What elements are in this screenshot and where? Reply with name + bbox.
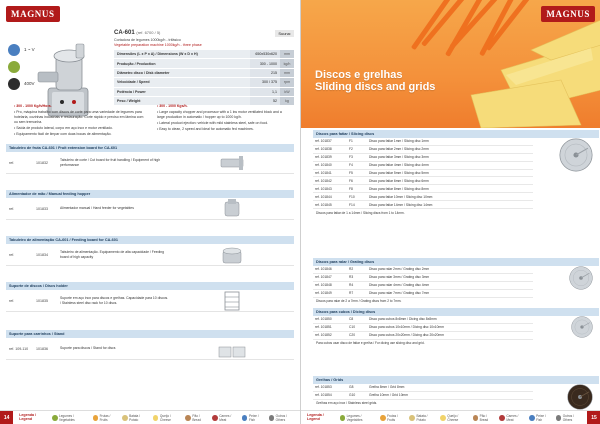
spec-row <box>114 59 294 68</box>
section-header: Alimentador de mão / Manual feeding hopper <box>6 190 294 198</box>
disc-row <box>313 289 533 297</box>
accessory-section <box>6 190 294 220</box>
left-footer <box>0 410 300 424</box>
legend-item <box>242 414 265 422</box>
description-paragraph <box>14 104 147 109</box>
legend-dot-icon <box>52 415 58 421</box>
disc-description: Disco para ralar 4mm / Grating disc 4mm <box>367 281 533 289</box>
disc-row <box>313 331 533 339</box>
disc-description: Grelha 10mm / Grid 10mm <box>367 391 533 399</box>
disc-ref: ref. 101845 <box>313 201 347 209</box>
legend-label: Carnes / Meat <box>506 413 519 422</box>
disc-row <box>313 201 533 209</box>
disc-ref: ref. 101843 <box>313 185 347 193</box>
disc-section <box>313 376 599 407</box>
disc-description: Disco para fatiar 5mm / Slicing disc 5mm <box>367 169 533 177</box>
disc-code: F6 <box>347 177 367 185</box>
disc-description: Disco para fatiar 4mm / Slicing disc 4mm <box>367 161 533 169</box>
accessory-image <box>170 291 294 311</box>
legend-item <box>340 414 377 422</box>
disc-table <box>313 138 533 209</box>
section-header: Tabuleiro de alimentação CA-601 / Feeding board for CA-601 <box>6 236 294 244</box>
disc-code: C10 <box>347 323 367 331</box>
legend-item <box>380 414 405 422</box>
accessory-row <box>6 198 294 220</box>
disc-description: Disco para cubos 10x10mm / Dicing disc 10x10mm <box>367 323 533 331</box>
disc-row <box>313 169 533 177</box>
page-title: Discos e grelhas Sliding discs and grids <box>315 69 436 93</box>
page-number: 14 <box>0 411 13 424</box>
section-note: Para cubos usar disco de fatiar e grelha / For dicing use slicing disc and grid. <box>316 341 425 346</box>
section-note: Discos para fatiar de 1 a 14mm / Slicing discs from 1 to 14mm. <box>316 210 405 215</box>
legend-label: Pão / Bread <box>479 413 489 422</box>
description-columns <box>14 104 290 138</box>
spec-label: Diâmetro disco / Disk diameter <box>114 68 250 77</box>
accessory-row <box>6 152 294 174</box>
accessory-image <box>170 245 294 265</box>
disc-ref: ref. 101847 <box>313 273 347 281</box>
disc-ref: ref. 101849 <box>313 289 347 297</box>
legend-item <box>409 414 436 422</box>
spec-value: 52 <box>250 96 280 105</box>
accessory-ref: ref. <box>9 160 15 165</box>
section-header: Suporte para carrinhos / Stand <box>6 330 294 338</box>
legend-dot-icon <box>409 415 415 421</box>
accessory-code: 101834 <box>36 252 48 257</box>
legend-item <box>212 414 238 422</box>
section-note: Discos para ralar de 2 a 7mm / Grating discs from 2 to 7mm. <box>316 299 402 304</box>
legend-label: Batata / Potato <box>416 413 428 422</box>
description-paragraph <box>14 132 147 137</box>
accessory-image <box>170 199 294 219</box>
legend-label: Peixe / Fish <box>248 413 259 422</box>
accessory-ref: ref. <box>9 206 15 211</box>
legend-item <box>556 414 583 422</box>
legend-title: Legenda / Legend <box>19 412 37 421</box>
disc-description: Disco para fatiar 6mm / Slicing disc 6mm <box>367 177 533 185</box>
disc-code: C8 <box>347 316 367 323</box>
spec-value: 650x530x620 <box>250 50 280 59</box>
brand-logo: MAGNUS <box>541 6 595 22</box>
legend-label: Queijo / Cheese <box>447 413 459 422</box>
legend-item <box>440 414 468 422</box>
legend-label: Peixe / Fish <box>536 413 546 422</box>
disc-description: Disco para ralar 3mm / Grating disc 3mm <box>367 273 533 281</box>
description-paragraph <box>14 110 147 124</box>
disc-row <box>313 273 533 281</box>
legend-label: Batata / Potato <box>129 413 141 422</box>
section-header: Discos para cubos / Dicing discs <box>313 308 599 316</box>
disc-description: Disco para ralar 2mm / Grating disc 2mm <box>367 266 533 273</box>
spec-value: 215 <box>250 68 280 77</box>
disc-code: G10 <box>347 391 367 399</box>
disc-ref: ref. 101851 <box>313 323 347 331</box>
spec-unit: rpm <box>280 78 294 87</box>
disc-ref: ref. 101842 <box>313 177 347 185</box>
legend-item <box>499 414 525 422</box>
220v-icon <box>8 44 20 56</box>
legend-label: Frutas / Fruits <box>99 413 111 422</box>
spec-unit: kW <box>280 87 294 96</box>
disc-description: Grelha 8mm / Grid 8mm <box>367 384 533 391</box>
disc-description: Disco para fatiar 1mm / Slicing disc 1mm <box>367 138 533 145</box>
accessory-section <box>6 236 294 266</box>
spec-label: Peso / Weight <box>114 96 250 105</box>
legend-label: Carnes / Meat <box>219 413 232 422</box>
disc-ref: ref. 101840 <box>313 161 347 169</box>
spec-unit: kg <box>280 96 294 105</box>
description-text: • Equipamento fácil de limpar com duas bocas de alimentação. <box>14 132 112 137</box>
spec-row <box>114 50 294 59</box>
legend-item <box>122 414 149 422</box>
accessory-description: Suporte para discos / Stand for discs <box>60 346 116 351</box>
accessory-code: 101835 <box>36 298 48 303</box>
model-header <box>114 30 294 47</box>
accessory-description: Alimentador manual / Hand feeder for vegetables <box>60 206 134 211</box>
accessory-section <box>6 282 294 312</box>
disc-ref: ref. 101854 <box>313 391 347 399</box>
disc-description: Disco para fatiar 14mm / Slicing disc 14mm <box>367 201 533 209</box>
legend-dot-icon <box>556 415 562 421</box>
spec-row <box>114 68 294 77</box>
accessory-image <box>170 339 294 359</box>
disc-code: R4 <box>347 281 367 289</box>
legend-dot-icon <box>242 415 248 421</box>
legend-item <box>185 414 208 422</box>
legend-label: Queijo / Cheese <box>159 413 171 422</box>
description-text: • Large capacity chopper and processor with a 1 kw motor ventilated block and a large production in automatic / hopper up to 1000 kg/h. <box>157 110 282 119</box>
description-highlight: • 300 - 1000 Kg/h/Hora. <box>14 104 52 108</box>
spec-row <box>114 78 294 87</box>
disc-table <box>313 384 533 400</box>
disc-ref: ref. 101838 <box>313 145 347 153</box>
accessory-ref: ref. <box>9 252 15 257</box>
description-paragraph <box>157 121 290 126</box>
spec-unit: kg/h <box>280 59 294 68</box>
disc-code: F4 <box>347 161 367 169</box>
disc-code: F5 <box>347 169 367 177</box>
disc-row <box>313 138 533 145</box>
description-paragraph <box>157 104 290 109</box>
disc-table <box>313 316 533 340</box>
spec-label: Produção / Production <box>114 59 250 68</box>
legend-label: Frutas / Fruits <box>387 413 398 422</box>
accessory-section <box>6 144 294 174</box>
disc-description: Disco para fatiar 3mm / Slicing disc 3mm <box>367 153 533 161</box>
hero-image <box>301 0 600 128</box>
disc-row <box>313 145 533 153</box>
description-text: • Saída de produto lateral, corpo em aço inox e motor ventilado. <box>14 125 113 130</box>
legend-dot-icon <box>93 415 99 421</box>
legend-item <box>153 414 181 422</box>
legend-item <box>529 414 552 422</box>
right-page <box>300 0 600 424</box>
section-header: Discos para ralar / Grating discs <box>313 258 599 266</box>
disc-code: F8 <box>347 185 367 193</box>
legend-dot-icon <box>380 415 386 421</box>
legend-item <box>473 414 496 422</box>
disc-ref: ref. 101837 <box>313 138 347 145</box>
disc-row <box>313 153 533 161</box>
spec-table <box>114 50 294 106</box>
icon-label: 1 ~ V <box>24 47 35 52</box>
accessory-row <box>6 290 294 312</box>
legend-dot-icon <box>529 415 535 421</box>
legend-dot-icon <box>499 415 505 421</box>
disc-row <box>313 391 533 399</box>
disc-ref: ref. 101853 <box>313 384 347 391</box>
description-text: • Lateral product ejection: vehicle with mild stainless steel, safe on food. <box>157 121 269 126</box>
disc-code: G8 <box>347 384 367 391</box>
legend <box>307 414 587 422</box>
disc-code: R2 <box>347 266 367 273</box>
accessory-image <box>170 153 294 173</box>
accessory-code: 101833 <box>36 206 48 211</box>
disc-row <box>313 316 533 323</box>
section-note: Grelhas em aço inox / Stainless steel grids. <box>316 401 378 406</box>
accessory-section <box>6 330 294 360</box>
tools-icon <box>8 61 20 73</box>
description-text: • Pro, máquina trabalho com discos de corte para uma variedade de legumes para hotelaria, cozinhas industriais e restauração. Corte rápido e preciso em lâmina com ou sem tremonha. <box>14 110 144 124</box>
spec-label: Dimensões (L x P x A) / Dimensions (W x D x H) <box>114 50 250 59</box>
page-number: 15 <box>587 411 600 424</box>
disc-description: Disco para fatiar 8mm / Slicing disc 8mm <box>367 185 533 193</box>
disc-ref: ref. 101852 <box>313 331 347 339</box>
description-highlight: • 300 - 1000 Kgs/h. <box>157 104 188 108</box>
accessory-code: 101836 <box>36 346 48 351</box>
disc-section <box>313 130 599 216</box>
legend-item <box>269 414 296 422</box>
legend-dot-icon <box>269 415 275 421</box>
accessory-description: Tabuleiro de corte / Cut board for fruit handling / Equipment of high performance <box>60 158 161 167</box>
spec-unit: mm <box>280 50 294 59</box>
disc-row <box>313 266 533 273</box>
disc-description: Disco para cubos 20x20mm / Dicing disc 20x20mm <box>367 331 533 339</box>
accessory-description: Suporte em aço inox para discos e grelhas. Capacidade para 10 discos. / Stainless steel disc rack for 10 discs. <box>60 296 169 305</box>
legend-item <box>93 414 118 422</box>
legend-dot-icon <box>340 415 346 421</box>
legend-dot-icon <box>440 415 446 421</box>
disc-code: R7 <box>347 289 367 297</box>
description-en <box>157 104 290 138</box>
disc-description: Disco para ralar 7mm / Grating disc 7mm <box>367 289 533 297</box>
spec-value: 300 - 1000 <box>250 59 280 68</box>
accessory-description: Tabuleiro de alimentação. Equipamento de alta capacidade / Feeding board of high capacity <box>60 250 165 259</box>
icon-label: 400V <box>24 81 35 86</box>
pro-icon <box>8 78 20 90</box>
disc-code: F3 <box>347 153 367 161</box>
disc-row <box>313 281 533 289</box>
disc-ref: ref. 101844 <box>313 193 347 201</box>
model-subtitle: Cortadora de legumes 1000kg/h - trifásico Vegetable preparation machine 1000kg/h - three phase <box>114 38 202 47</box>
spec-label: Velocidade / Speed <box>114 78 250 87</box>
disc-row <box>313 177 533 185</box>
accessory-ref: ref. 109-110 <box>9 346 29 351</box>
legend-dot-icon <box>212 415 218 421</box>
disc-description: Disco para fatiar 10mm / Slicing disc 10mm <box>367 193 533 201</box>
brand-logo: MAGNUS <box>6 6 60 22</box>
disc-code: C20 <box>347 331 367 339</box>
disc-row <box>313 323 533 331</box>
description-paragraph <box>157 110 290 119</box>
legend-label: Pão / Bread <box>192 413 201 422</box>
accessory-ref: ref. <box>9 298 15 303</box>
description-text: • Easy to clean, 2 speed and ideal for automatic fed machines. <box>157 127 254 132</box>
spec-value: 300 / 375 <box>250 78 280 87</box>
disc-code: F1 <box>347 138 367 145</box>
disc-image <box>569 266 593 295</box>
legend-label: Outros / Others <box>275 413 287 422</box>
legend-dot-icon <box>122 415 128 421</box>
description-paragraph <box>14 126 147 131</box>
disc-ref: ref. 101841 <box>313 169 347 177</box>
legend-dot-icon <box>473 415 479 421</box>
accessory-row <box>6 338 294 360</box>
disc-image <box>559 138 593 177</box>
description-paragraph <box>157 127 290 132</box>
disc-description: Disco para fatiar 2mm / Slicing disc 2mm <box>367 145 533 153</box>
disc-table <box>313 266 533 298</box>
legend-label: Legumes / Vegetables <box>346 413 363 422</box>
spec-value: 1,1 <box>250 87 280 96</box>
spec-row <box>114 87 294 96</box>
disc-ref: ref. 101846 <box>313 266 347 273</box>
disc-row <box>313 161 533 169</box>
legend-dot-icon <box>185 415 191 421</box>
legend-title: Legenda / Legend <box>307 412 324 421</box>
disc-code: F2 <box>347 145 367 153</box>
feature-icons <box>8 44 35 95</box>
disc-section <box>313 258 599 305</box>
legend-item <box>52 414 89 422</box>
accessory-code: 101832 <box>36 160 48 165</box>
model-title: CA-601 (ref. 6700 / 5) <box>114 30 161 36</box>
section-header: Discos para fatiar / Slicing discs <box>313 130 599 138</box>
disc-code: F10 <box>347 193 367 201</box>
disc-code: R3 <box>347 273 367 281</box>
disc-section <box>313 308 599 347</box>
description-pt <box>14 104 147 138</box>
section-header: Grelhas / Grids <box>313 376 599 384</box>
disc-ref: ref. 101850 <box>313 316 347 323</box>
section-header: Tabuleiro de fruta CA-601 / Fruit extension board for CA-601 <box>6 144 294 152</box>
accessory-row <box>6 244 294 266</box>
disc-description: Disco para cubos 8x8mm / Dicing disc 8x8mm <box>367 316 533 323</box>
legend-dot-icon <box>153 415 159 421</box>
legend-label: Legumes / Vegetables <box>59 413 75 422</box>
disc-ref: ref. 101839 <box>313 153 347 161</box>
ref-label: Suuna: <box>275 30 294 37</box>
disc-code: F14 <box>347 201 367 209</box>
disc-row <box>313 185 533 193</box>
disc-image <box>571 316 593 343</box>
right-footer <box>301 410 600 424</box>
legend <box>19 414 300 422</box>
disc-ref: ref. 101848 <box>313 281 347 289</box>
section-header: Suporte de discos / Discs holder <box>6 282 294 290</box>
disc-row <box>313 384 533 391</box>
spec-label: Potência / Power <box>114 87 250 96</box>
disc-row <box>313 193 533 201</box>
legend-label: Outros / Others <box>562 413 575 422</box>
spec-unit: mm <box>280 68 294 77</box>
